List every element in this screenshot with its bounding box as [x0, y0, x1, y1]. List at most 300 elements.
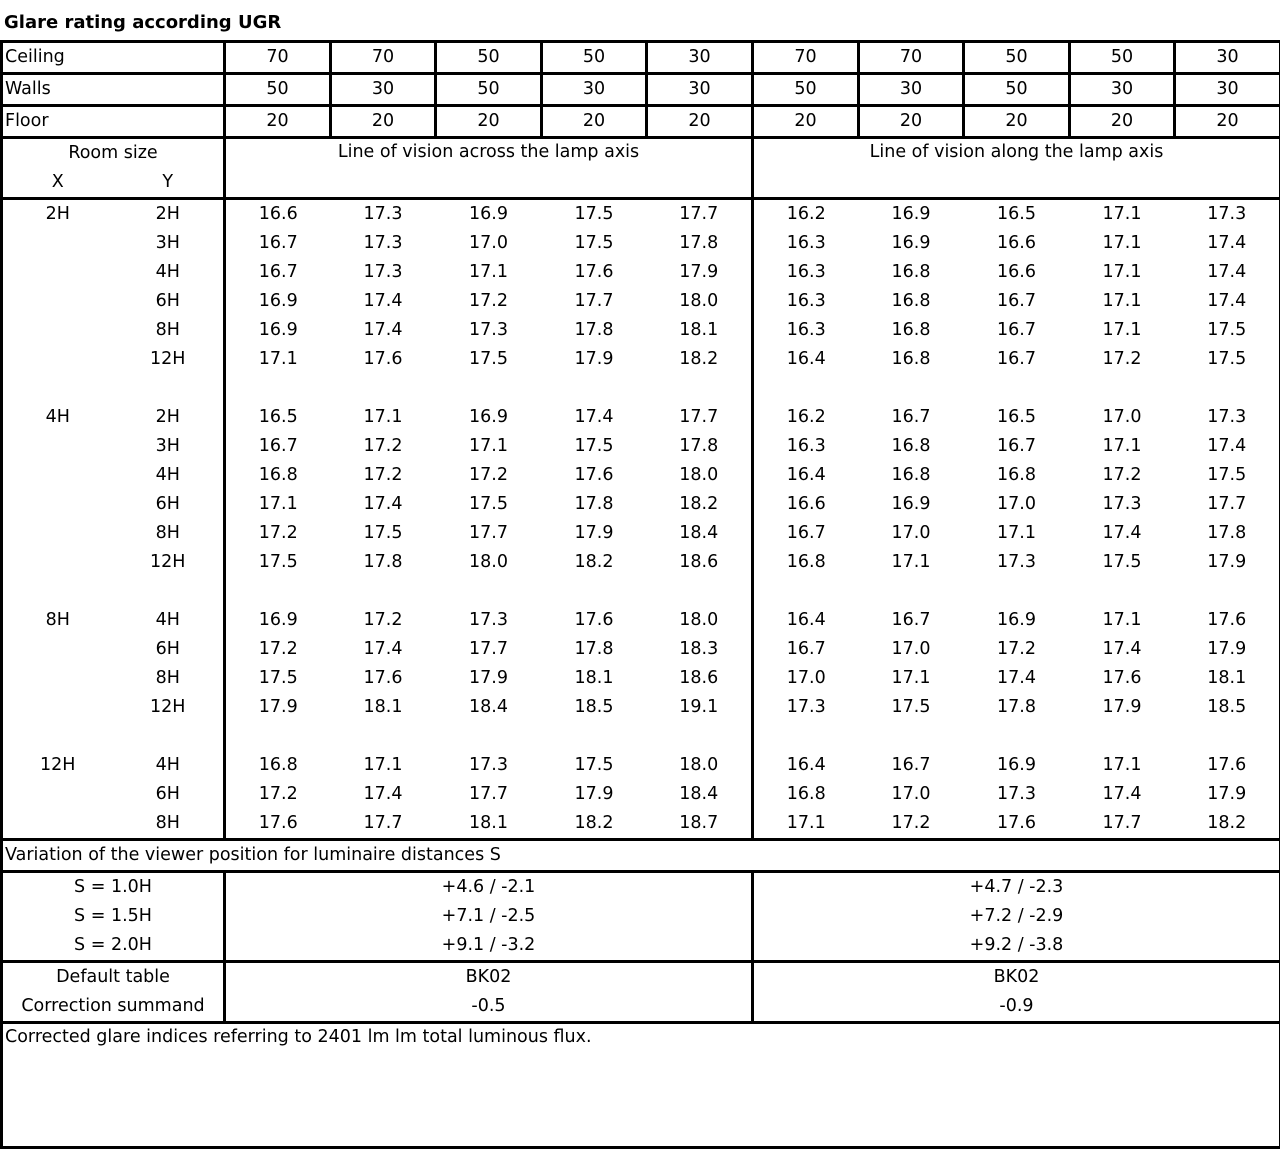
reflectance-row-floor	[2, 106, 1280, 138]
ugr-value: 18.7	[647, 809, 753, 840]
ugr-value: 18.2	[647, 345, 753, 374]
ugr-value: 17.0	[859, 635, 964, 664]
ugr-value: 18.2	[647, 490, 753, 519]
spacer-cell	[2, 374, 225, 403]
floor-value: 20	[859, 106, 964, 138]
ugr-value: 17.7	[436, 635, 542, 664]
along-header: Line of vision along the lamp axis	[753, 138, 1280, 199]
x-value	[2, 519, 113, 548]
ugr-value: 17.3	[331, 229, 436, 258]
table-row	[2, 403, 1280, 432]
ugr-value: 16.6	[964, 258, 1070, 287]
x-value	[2, 693, 113, 722]
y-value: 8H	[113, 664, 225, 693]
ugr-value: 17.4	[1070, 519, 1175, 548]
ugr-value: 16.8	[964, 461, 1070, 490]
ugr-value: 17.1	[859, 664, 964, 693]
reflectance-row-walls	[2, 74, 1280, 106]
x-value	[2, 780, 113, 809]
floor-value: 20	[753, 106, 859, 138]
variation-along: +4.7 / -2.3	[753, 872, 1280, 903]
ugr-value: 17.3	[964, 548, 1070, 577]
ugr-value: 16.8	[859, 258, 964, 287]
ugr-value: 16.6	[964, 229, 1070, 258]
ugr-value: 17.5	[542, 751, 647, 780]
ugr-value: 16.7	[859, 751, 964, 780]
ugr-value: 17.6	[1175, 751, 1280, 780]
ugr-value: 17.4	[964, 664, 1070, 693]
ugr-value: 16.7	[964, 432, 1070, 461]
footnote: Corrected glare indices referring to 2401 lm lm total luminous flux.	[2, 1023, 1280, 1148]
floor-label: Floor	[2, 106, 225, 138]
y-label: Y	[113, 168, 225, 199]
ugr-value: 16.8	[225, 751, 331, 780]
header-row-1	[2, 138, 1280, 169]
ugr-value: 17.2	[331, 606, 436, 635]
ugr-value: 17.8	[542, 635, 647, 664]
ugr-value: 16.3	[753, 258, 859, 287]
ugr-value: 17.1	[225, 345, 331, 374]
x-value	[2, 548, 113, 577]
ugr-value: 17.0	[859, 519, 964, 548]
floor-value: 20	[331, 106, 436, 138]
ugr-value: 16.8	[225, 461, 331, 490]
ugr-value: 17.5	[225, 664, 331, 693]
ugr-value: 16.3	[753, 432, 859, 461]
ugr-value: 17.4	[1175, 287, 1280, 316]
floor-value: 20	[542, 106, 647, 138]
ugr-value: 16.7	[753, 519, 859, 548]
ugr-value: 18.4	[647, 519, 753, 548]
y-value: 8H	[113, 519, 225, 548]
ugr-value: 17.2	[225, 780, 331, 809]
ugr-value: 17.4	[331, 780, 436, 809]
y-value: 8H	[113, 316, 225, 345]
x-value	[2, 664, 113, 693]
group-spacer	[2, 577, 1280, 606]
y-value: 3H	[113, 432, 225, 461]
floor-value: 20	[1070, 106, 1175, 138]
ugr-value: 17.2	[225, 635, 331, 664]
ugr-value: 17.2	[331, 432, 436, 461]
ugr-value: 17.3	[753, 693, 859, 722]
ugr-value: 17.4	[1070, 635, 1175, 664]
table-row	[2, 316, 1280, 345]
ugr-value: 17.3	[436, 751, 542, 780]
group-spacer	[2, 722, 1280, 751]
ugr-value: 16.7	[964, 345, 1070, 374]
defaults-label: Default table	[2, 962, 225, 993]
x-value	[2, 461, 113, 490]
ugr-value: 16.9	[964, 751, 1070, 780]
x-value	[2, 229, 113, 258]
ugr-value: 16.5	[225, 403, 331, 432]
ugr-value: 17.9	[542, 519, 647, 548]
walls-value: 30	[331, 74, 436, 106]
ugr-value: 17.1	[964, 519, 1070, 548]
room-size-label: Room size	[2, 138, 225, 169]
ugr-value: 18.5	[1175, 693, 1280, 722]
ugr-value: 17.8	[1175, 519, 1280, 548]
ugr-value: 17.6	[542, 606, 647, 635]
ugr-value: 17.5	[859, 693, 964, 722]
ugr-value: 16.8	[753, 780, 859, 809]
across-header: Line of vision across the lamp axis	[225, 138, 753, 199]
walls-value: 50	[436, 74, 542, 106]
ugr-value: 17.0	[753, 664, 859, 693]
ceiling-value: 50	[964, 42, 1070, 74]
walls-value: 30	[1175, 74, 1280, 106]
ugr-value: 18.0	[647, 751, 753, 780]
ugr-value: 17.1	[436, 258, 542, 287]
variation-label: S = 1.0H	[2, 872, 225, 903]
ugr-value: 17.2	[225, 519, 331, 548]
ugr-table-body	[2, 42, 1280, 1148]
ugr-value: 16.7	[859, 606, 964, 635]
ugr-value: 16.7	[964, 287, 1070, 316]
defaults-along: BK02	[753, 962, 1280, 993]
x-label: X	[2, 168, 113, 199]
ugr-value: 17.9	[542, 780, 647, 809]
variation-along: +7.2 / -2.9	[753, 902, 1280, 931]
ugr-value: 16.7	[753, 635, 859, 664]
ugr-value: 17.5	[1175, 461, 1280, 490]
ugr-value: 17.4	[1175, 258, 1280, 287]
ugr-value: 17.3	[331, 199, 436, 230]
ugr-value: 17.1	[225, 490, 331, 519]
ugr-value: 18.4	[436, 693, 542, 722]
spacer-cell	[753, 374, 1280, 403]
x-value: 4H	[2, 403, 113, 432]
ugr-value: 17.3	[331, 258, 436, 287]
ugr-value: 16.3	[753, 287, 859, 316]
walls-value: 50	[964, 74, 1070, 106]
ugr-value: 17.7	[1175, 490, 1280, 519]
walls-value: 30	[542, 74, 647, 106]
table-row	[2, 548, 1280, 577]
variation-across: +7.1 / -2.5	[225, 902, 753, 931]
ugr-value: 17.7	[647, 403, 753, 432]
ugr-value: 16.9	[859, 199, 964, 230]
ugr-value: 17.9	[1175, 780, 1280, 809]
ugr-value: 17.5	[331, 519, 436, 548]
ugr-value: 17.2	[436, 461, 542, 490]
y-value: 12H	[113, 548, 225, 577]
ugr-value: 17.3	[436, 316, 542, 345]
ugr-value: 16.9	[225, 606, 331, 635]
ugr-value: 17.2	[436, 287, 542, 316]
table-row	[2, 780, 1280, 809]
ugr-value: 17.1	[753, 809, 859, 840]
variation-along: +9.2 / -3.8	[753, 931, 1280, 962]
ugr-value: 17.4	[542, 403, 647, 432]
ugr-value: 16.9	[859, 229, 964, 258]
ugr-value: 18.4	[647, 780, 753, 809]
ugr-value: 17.7	[1070, 809, 1175, 840]
ugr-value: 17.2	[1070, 345, 1175, 374]
ugr-value: 16.9	[225, 316, 331, 345]
x-value	[2, 809, 113, 840]
ugr-value: 19.1	[647, 693, 753, 722]
ugr-value: 17.9	[647, 258, 753, 287]
table-row	[2, 693, 1280, 722]
y-value: 4H	[113, 606, 225, 635]
x-value	[2, 432, 113, 461]
ugr-value: 17.5	[1070, 548, 1175, 577]
ugr-value: 17.7	[436, 780, 542, 809]
ugr-value: 17.6	[542, 461, 647, 490]
y-value: 6H	[113, 287, 225, 316]
ugr-value: 16.8	[859, 316, 964, 345]
x-value: 8H	[2, 606, 113, 635]
ceiling-value: 70	[225, 42, 331, 74]
ugr-value: 16.4	[753, 606, 859, 635]
ugr-value: 16.9	[859, 490, 964, 519]
ugr-value: 17.1	[331, 403, 436, 432]
ugr-value: 17.6	[964, 809, 1070, 840]
ugr-value: 18.0	[436, 548, 542, 577]
y-value: 4H	[113, 461, 225, 490]
ugr-value: 17.3	[1070, 490, 1175, 519]
ugr-value: 18.6	[647, 548, 753, 577]
ugr-value: 17.1	[1070, 229, 1175, 258]
ceiling-value: 70	[331, 42, 436, 74]
variation-label: S = 2.0H	[2, 931, 225, 962]
ugr-value: 16.4	[753, 461, 859, 490]
ugr-value: 16.7	[225, 229, 331, 258]
ugr-value: 18.2	[1175, 809, 1280, 840]
ugr-value: 17.2	[1070, 461, 1175, 490]
ugr-value: 18.6	[647, 664, 753, 693]
ugr-value: 17.1	[1070, 316, 1175, 345]
y-value: 12H	[113, 693, 225, 722]
y-value: 4H	[113, 751, 225, 780]
y-value: 2H	[113, 199, 225, 230]
ugr-value: 18.1	[331, 693, 436, 722]
table-row	[2, 345, 1280, 374]
ugr-value: 17.1	[331, 751, 436, 780]
ugr-value: 18.1	[542, 664, 647, 693]
x-value	[2, 316, 113, 345]
floor-value: 20	[647, 106, 753, 138]
ugr-value: 17.2	[859, 809, 964, 840]
defaults-row	[2, 992, 1280, 1023]
ugr-value: 16.8	[753, 548, 859, 577]
spacer-cell	[225, 722, 753, 751]
ugr-value: 18.2	[542, 548, 647, 577]
table-row	[2, 199, 1280, 230]
ugr-value: 17.0	[436, 229, 542, 258]
table-row	[2, 258, 1280, 287]
variation-title-row	[2, 840, 1280, 872]
spacer-cell	[2, 722, 225, 751]
ceiling-value: 30	[647, 42, 753, 74]
ugr-value: 17.2	[331, 461, 436, 490]
ugr-value: 17.5	[542, 432, 647, 461]
ugr-value: 16.6	[753, 490, 859, 519]
ugr-value: 17.3	[1175, 403, 1280, 432]
table-row	[2, 635, 1280, 664]
y-value: 12H	[113, 345, 225, 374]
page-title: Glare rating according UGR	[4, 12, 281, 33]
ugr-value: 16.8	[859, 287, 964, 316]
ugr-value: 16.4	[753, 345, 859, 374]
table-row	[2, 432, 1280, 461]
ugr-value: 17.9	[1175, 548, 1280, 577]
ugr-value: 17.1	[1070, 287, 1175, 316]
spacer-cell	[753, 722, 1280, 751]
ugr-value: 17.8	[542, 490, 647, 519]
variation-row	[2, 931, 1280, 962]
ugr-value: 18.5	[542, 693, 647, 722]
walls-label: Walls	[2, 74, 225, 106]
floor-value: 20	[1175, 106, 1280, 138]
ugr-value: 17.9	[225, 693, 331, 722]
x-value	[2, 258, 113, 287]
ugr-value: 16.5	[964, 403, 1070, 432]
x-value	[2, 635, 113, 664]
floor-value: 20	[964, 106, 1070, 138]
ugr-value: 17.8	[647, 229, 753, 258]
table-row	[2, 751, 1280, 780]
ceiling-value: 50	[542, 42, 647, 74]
walls-value: 30	[647, 74, 753, 106]
reflectance-row-ceiling	[2, 42, 1280, 74]
ugr-value: 17.4	[331, 316, 436, 345]
table-row	[2, 229, 1280, 258]
ugr-value: 17.1	[1070, 199, 1175, 230]
ugr-value: 18.1	[436, 809, 542, 840]
ugr-value: 17.1	[436, 432, 542, 461]
walls-value: 50	[225, 74, 331, 106]
ugr-value: 17.4	[331, 490, 436, 519]
ugr-value: 18.3	[647, 635, 753, 664]
ugr-value: 17.4	[1175, 432, 1280, 461]
ugr-value: 18.2	[542, 809, 647, 840]
y-value: 6H	[113, 490, 225, 519]
variation-row	[2, 872, 1280, 903]
ugr-value: 17.6	[225, 809, 331, 840]
ugr-value: 16.7	[225, 258, 331, 287]
ugr-value: 17.6	[331, 345, 436, 374]
ugr-value: 17.5	[436, 345, 542, 374]
table-row	[2, 664, 1280, 693]
defaults-label: Correction summand	[2, 992, 225, 1023]
ugr-value: 17.8	[542, 316, 647, 345]
ugr-value: 17.5	[1175, 316, 1280, 345]
ugr-value: 17.4	[1070, 780, 1175, 809]
ugr-value: 17.9	[1070, 693, 1175, 722]
y-value: 4H	[113, 258, 225, 287]
ugr-value: 17.7	[647, 199, 753, 230]
table-row	[2, 606, 1280, 635]
ugr-value: 17.0	[1070, 403, 1175, 432]
spacer-cell	[2, 577, 225, 606]
ugr-value: 18.0	[647, 606, 753, 635]
ugr-value: 17.5	[542, 229, 647, 258]
ugr-value: 17.2	[964, 635, 1070, 664]
ceiling-value: 50	[436, 42, 542, 74]
ugr-value: 16.6	[225, 199, 331, 230]
ceiling-label: Ceiling	[2, 42, 225, 74]
ugr-value: 17.9	[1175, 635, 1280, 664]
ugr-value: 17.5	[542, 199, 647, 230]
ugr-value: 17.9	[436, 664, 542, 693]
y-value: 6H	[113, 780, 225, 809]
ugr-value: 16.7	[859, 403, 964, 432]
ugr-value: 17.5	[225, 548, 331, 577]
ugr-value: 17.4	[331, 635, 436, 664]
ugr-value: 17.6	[1070, 664, 1175, 693]
ugr-value: 16.2	[753, 199, 859, 230]
ugr-value: 17.8	[647, 432, 753, 461]
ceiling-value: 70	[859, 42, 964, 74]
ugr-value: 16.5	[964, 199, 1070, 230]
ugr-value: 17.6	[542, 258, 647, 287]
table-row	[2, 490, 1280, 519]
x-value: 12H	[2, 751, 113, 780]
floor-value: 20	[225, 106, 331, 138]
ugr-value: 16.3	[753, 316, 859, 345]
ceiling-value: 70	[753, 42, 859, 74]
spacer-cell	[753, 577, 1280, 606]
ugr-value: 17.3	[436, 606, 542, 635]
floor-value: 20	[436, 106, 542, 138]
ugr-value: 17.7	[331, 809, 436, 840]
ugr-value: 17.1	[1070, 432, 1175, 461]
y-value: 8H	[113, 809, 225, 840]
ugr-value: 16.9	[964, 606, 1070, 635]
walls-value: 30	[1070, 74, 1175, 106]
table-row	[2, 809, 1280, 840]
ugr-value: 17.1	[1070, 258, 1175, 287]
ugr-value: 16.4	[753, 751, 859, 780]
ugr-value: 17.7	[436, 519, 542, 548]
ugr-value: 17.0	[859, 780, 964, 809]
walls-value: 30	[859, 74, 964, 106]
ugr-value: 17.4	[1175, 229, 1280, 258]
x-value	[2, 345, 113, 374]
ugr-value: 17.1	[859, 548, 964, 577]
variation-across: +4.6 / -2.1	[225, 872, 753, 903]
ugr-value: 16.7	[225, 432, 331, 461]
ugr-value: 17.1	[1070, 606, 1175, 635]
variation-row	[2, 902, 1280, 931]
spacer-cell	[225, 374, 753, 403]
ugr-value: 16.3	[753, 229, 859, 258]
y-value: 6H	[113, 635, 225, 664]
spacer-cell	[225, 577, 753, 606]
ugr-value: 17.5	[436, 490, 542, 519]
ugr-value: 16.8	[859, 345, 964, 374]
ceiling-value: 30	[1175, 42, 1280, 74]
ugr-value: 16.8	[859, 432, 964, 461]
x-value	[2, 490, 113, 519]
ugr-value: 17.7	[542, 287, 647, 316]
walls-value: 50	[753, 74, 859, 106]
table-row	[2, 461, 1280, 490]
table-row	[2, 519, 1280, 548]
ugr-value: 16.2	[753, 403, 859, 432]
y-value: 2H	[113, 403, 225, 432]
note-row	[2, 1023, 1280, 1148]
variation-title: Variation of the viewer position for luminaire distances S	[2, 840, 1280, 872]
ugr-value: 17.4	[331, 287, 436, 316]
ugr-value: 16.8	[859, 461, 964, 490]
y-value: 3H	[113, 229, 225, 258]
defaults-across: BK02	[225, 962, 753, 993]
ugr-value: 17.5	[1175, 345, 1280, 374]
